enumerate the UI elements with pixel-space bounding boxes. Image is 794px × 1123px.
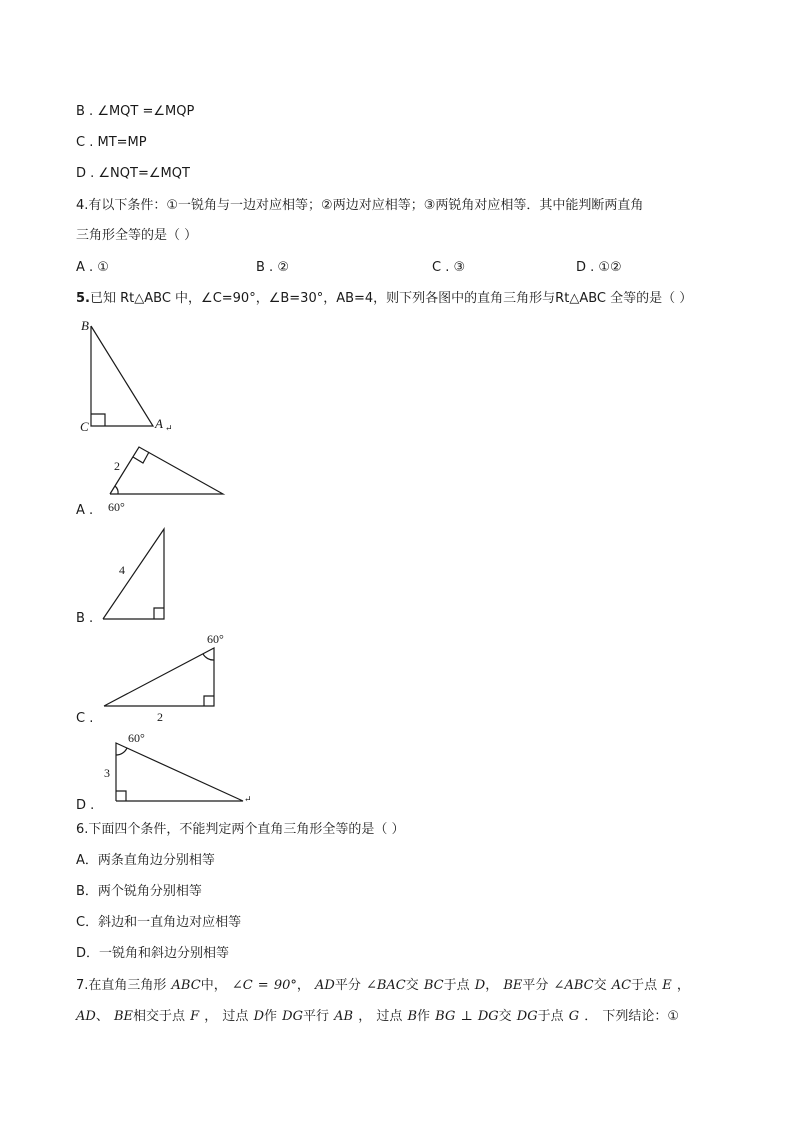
q4-option-d: D . ①② bbox=[576, 260, 622, 275]
q7-seg: 、 bbox=[95, 1009, 114, 1024]
option-d-triangle bbox=[116, 743, 243, 801]
q7-math: F bbox=[190, 1009, 200, 1024]
q6-option-c: C．斜边和一直角边对应相等 bbox=[76, 915, 242, 930]
q7-text-line2 bbox=[76, 1008, 679, 1026]
q7-math: BC bbox=[423, 978, 444, 993]
option-b-triangle bbox=[103, 529, 164, 619]
return-mark-2: ↵ bbox=[244, 794, 252, 804]
q4-option-c: C . ③ bbox=[432, 260, 466, 275]
q7-math: BE bbox=[113, 1009, 133, 1024]
q7-math: B bbox=[407, 1009, 418, 1024]
q5-option-c-label: C . bbox=[76, 711, 94, 726]
q7-math: ABC bbox=[171, 978, 201, 993]
q6-option-a: A．两条直角边分别相等 bbox=[76, 853, 215, 868]
q7-math: ∠BAC bbox=[365, 978, 406, 993]
q7-seg: 作 bbox=[417, 1009, 436, 1024]
q7-seg: ． 下列结论：① bbox=[579, 1009, 680, 1024]
q7-seg: 交 bbox=[405, 978, 424, 993]
q7-seg: 中， bbox=[200, 978, 232, 993]
q7-math: AC bbox=[611, 978, 632, 993]
q7-math: AD bbox=[315, 978, 335, 993]
q7-text-line1 bbox=[76, 977, 690, 995]
q6-text: 6.下面四个条件，不能判定两个直角三角形全等的是（ ） bbox=[76, 822, 405, 837]
q7-math: G bbox=[568, 1009, 580, 1024]
q5-number: 5. bbox=[76, 291, 90, 306]
q7-math: ∠ABC bbox=[553, 978, 594, 993]
main-triangle bbox=[91, 326, 153, 426]
q7-seg: ， bbox=[671, 978, 690, 993]
option-d-prev: D . ∠NQT=∠MQT bbox=[76, 166, 190, 181]
q4-text-line2: 三角形全等的是（ ） bbox=[76, 228, 198, 243]
option-c-side: 2 bbox=[157, 710, 163, 724]
option-a-angle: 60° bbox=[108, 500, 125, 514]
q7-math: AD bbox=[76, 1009, 96, 1024]
option-c-angle: 60° bbox=[207, 632, 224, 646]
q7-math: BE bbox=[503, 978, 523, 993]
q7-math: AB bbox=[334, 1009, 354, 1024]
q7-seg: 于点 bbox=[443, 978, 475, 993]
q7-seg: 平分 bbox=[522, 978, 554, 993]
q7-math: BG ⊥ DG bbox=[435, 1009, 499, 1024]
q4-option-a: A . ① bbox=[76, 260, 109, 275]
option-a-triangle bbox=[110, 447, 223, 494]
q7-math: E bbox=[662, 978, 672, 993]
q7-seg: 交 bbox=[593, 978, 612, 993]
q7-math: D bbox=[253, 1009, 265, 1024]
return-mark-1: ↵ bbox=[165, 423, 173, 433]
label-b: B bbox=[81, 318, 89, 333]
option-c-triangle bbox=[104, 648, 214, 706]
q5-stem: 已知 Rt△ABC 中，∠C=90°，∠B=30°，AB=4，则下列各图中的直角三角形与Rt△ABC 全等的是（ ） bbox=[89, 291, 693, 306]
label-c: C bbox=[80, 419, 89, 434]
option-c-prev: C . MT=MP bbox=[76, 135, 147, 150]
q7-seg: 7.在直角三角形 bbox=[76, 978, 172, 993]
option-d-angle: 60° bbox=[128, 731, 145, 745]
q7-seg: ， 过点 bbox=[199, 1009, 254, 1024]
q7-math: DG bbox=[282, 1009, 303, 1024]
q7-seg: 平行 bbox=[302, 1009, 335, 1024]
q6-option-d: D．一锐角和斜边分别相等 bbox=[76, 946, 230, 961]
option-a-side: 2 bbox=[114, 459, 120, 473]
q7-seg: ， bbox=[485, 978, 504, 993]
q7-seg: 作 bbox=[264, 1009, 283, 1024]
q7-seg: 平分 bbox=[334, 978, 366, 993]
q7-seg: 于点 bbox=[537, 1009, 569, 1024]
q7-seg: 交 bbox=[498, 1009, 517, 1024]
q4-option-b: B . ② bbox=[256, 260, 289, 275]
q7-math: ∠C = 90° bbox=[231, 978, 297, 993]
q7-seg: ， bbox=[296, 978, 316, 993]
q7-seg: 相交于点 bbox=[133, 1009, 191, 1024]
q7-seg: 于点 bbox=[631, 978, 663, 993]
option-d-side: 3 bbox=[104, 766, 110, 780]
q7-math: D bbox=[474, 978, 486, 993]
option-b-prev: B . ∠MQT =∠MQP bbox=[76, 104, 195, 119]
q5-option-a-label: A . bbox=[76, 503, 94, 518]
q6-option-b: B．两个锐角分别相等 bbox=[76, 884, 202, 899]
q4-text-line1: 4.有以下条件：①一锐角与一边对应相等；②两边对应相等；③两锐角对应相等．其中能判断两直角 bbox=[76, 198, 644, 213]
option-b-side: 4 bbox=[119, 563, 125, 577]
q7-seg: ， 过点 bbox=[353, 1009, 408, 1024]
q5-option-b-label: B . bbox=[76, 611, 94, 626]
q5-option-d-label: D . bbox=[76, 798, 95, 813]
q7-math: DG bbox=[516, 1009, 538, 1024]
label-a: A bbox=[155, 416, 163, 431]
